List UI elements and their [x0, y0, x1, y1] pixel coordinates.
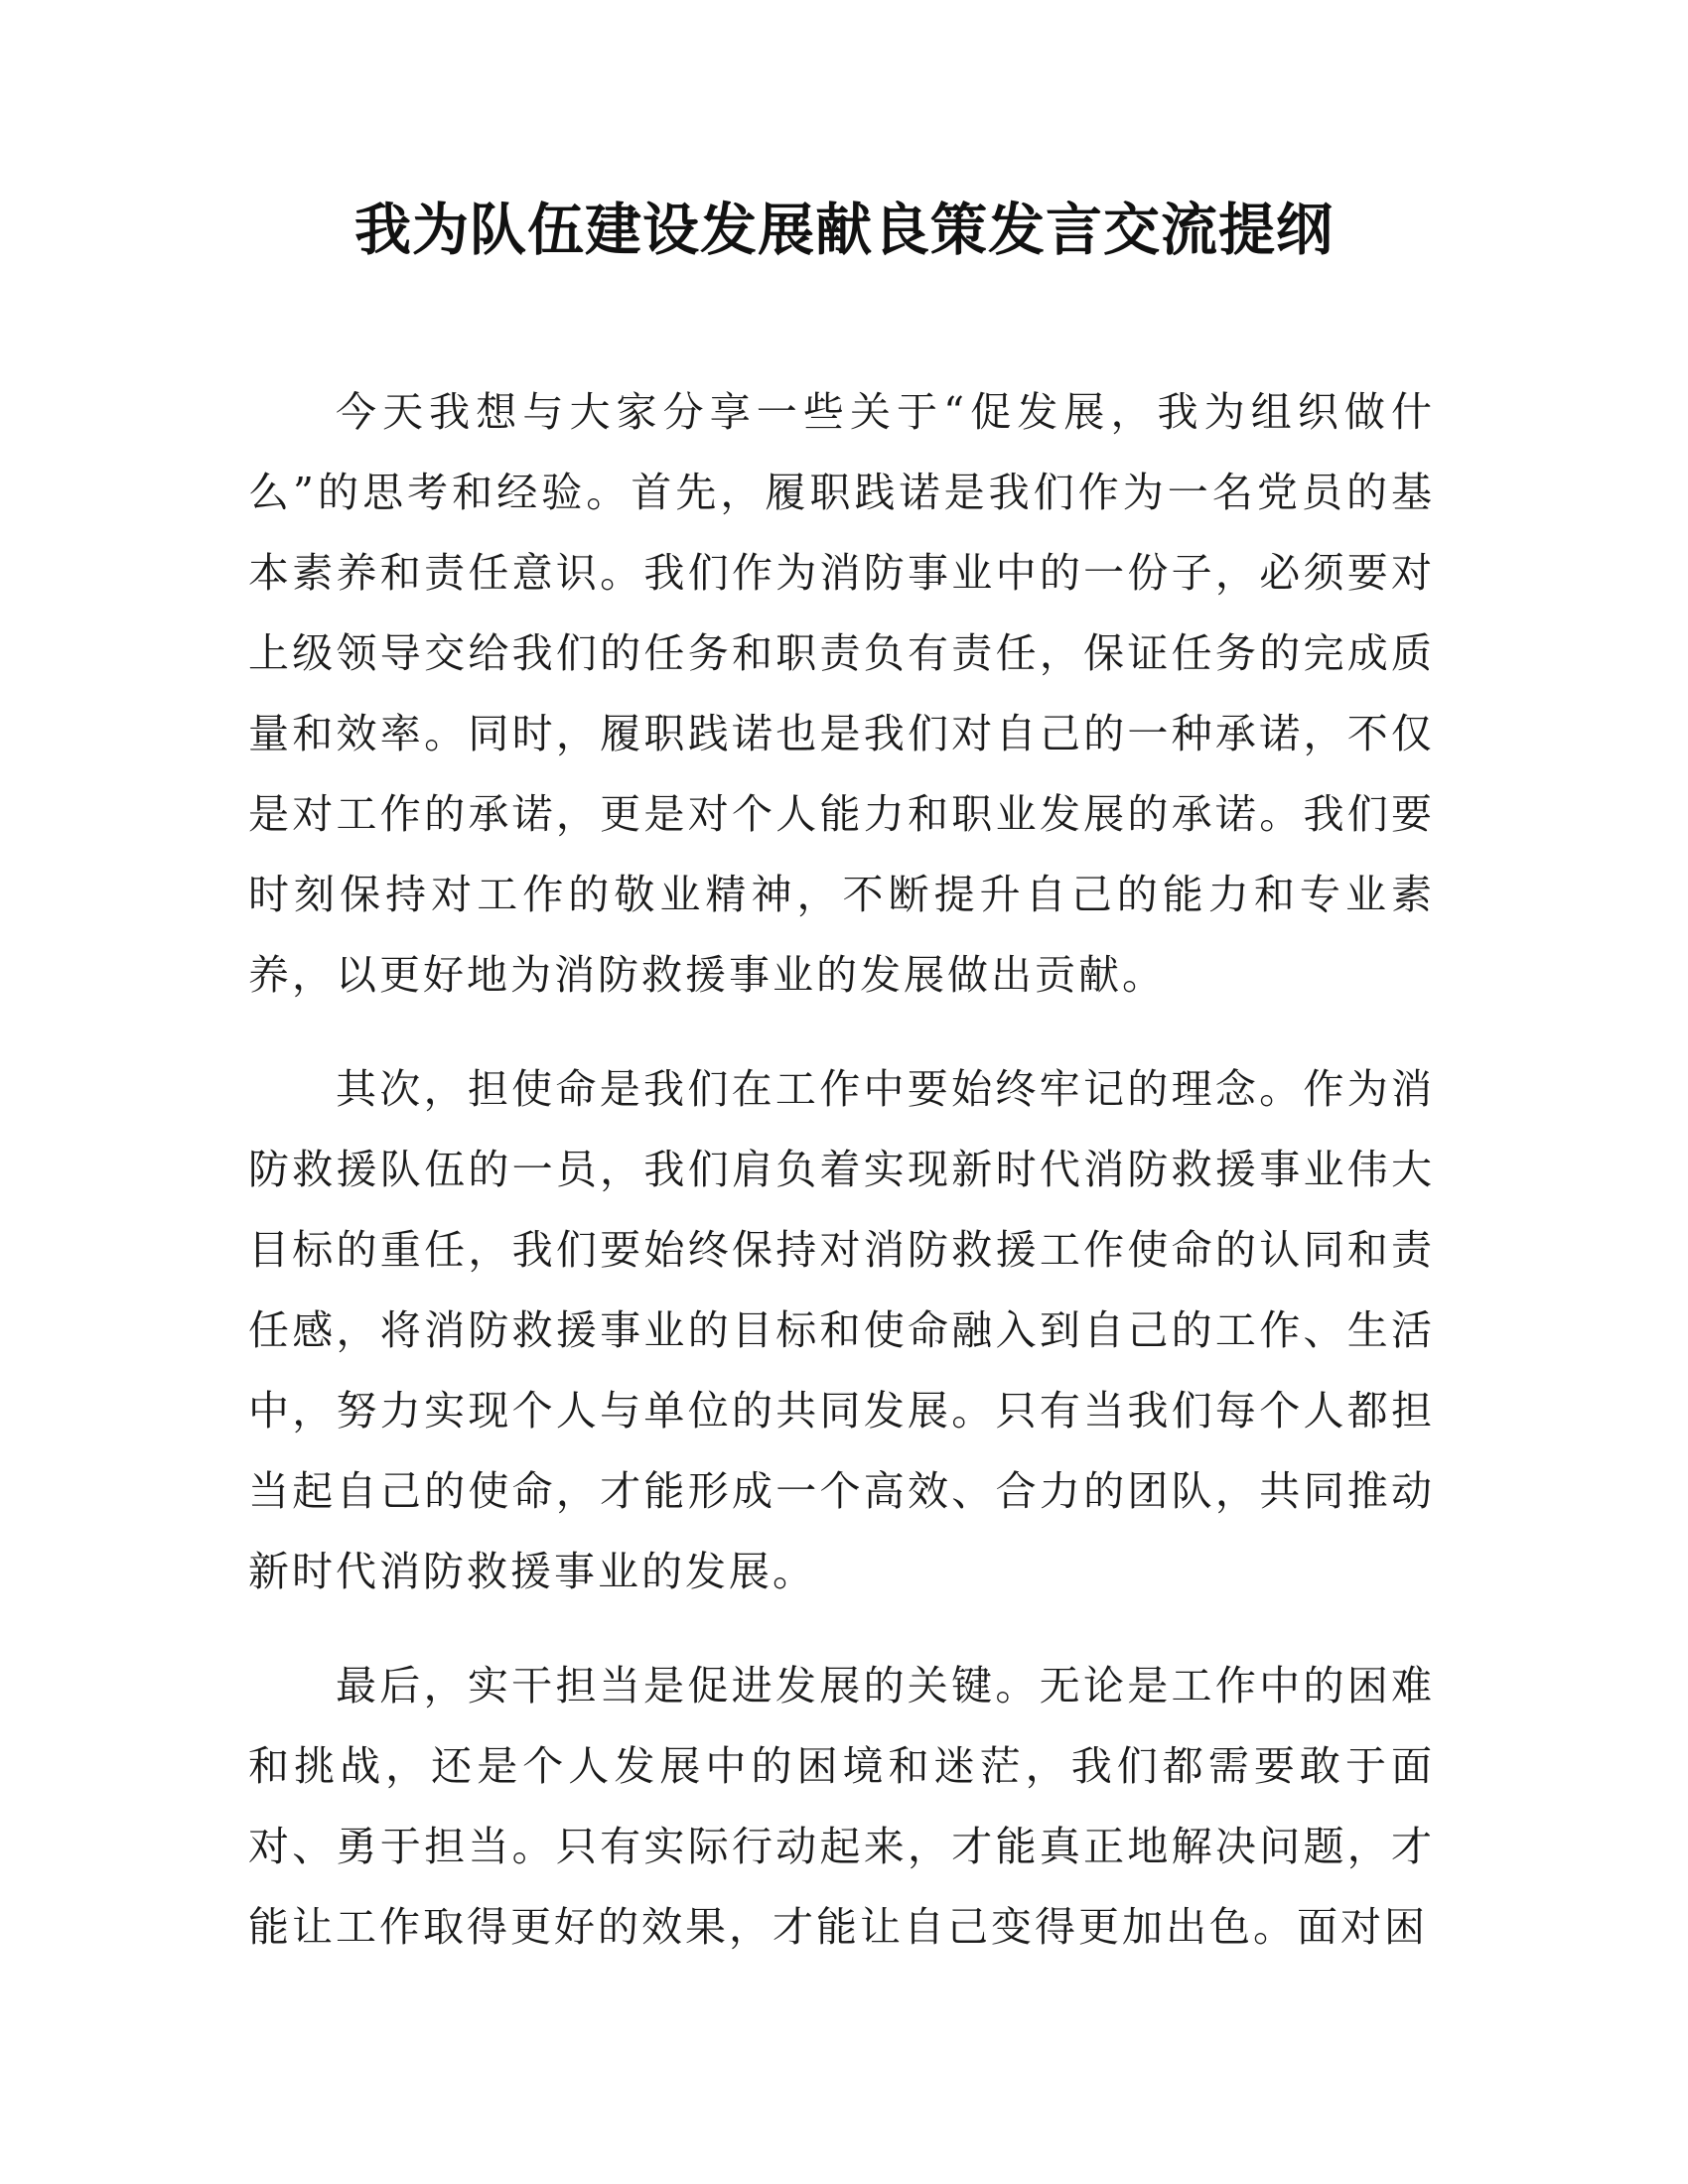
paragraph-3: 最后，实干担当是促进发展的关键。无论是工作中的困难和挑战，还是个人发展中的困境和迷茫，我们都需要敢于面对、勇于担当。只有实际行动起来，才能真正地解决问题，才能让工作取得更好的效果，才能让自己变得更加出色。面对困: [248, 1662, 1435, 1951]
paragraph-1: 今天我想与大家分享一些关于“促发展，我为组织做什么”的思考和经验。首先，履职践诺是我们作为一名党员的基本素养和责任意识。我们作为消防事业中的一份子，必须要对上级领导交给我们的任务和职责负有责任，保证任务的完成质量和效率。同时，履职践诺也是我们对自己的一种承诺，不仅是对工作的承诺，更是对个人能力和职业发展的承诺。我们要时刻保持对工作的敬业精神，不断提升自己的能力和专业素养，以更好地为消防救援事业的发展做出贡献。: [248, 388, 1435, 999]
paragraph-2: 其次，担使命是我们在工作中要始终牢记的理念。作为消防救援队伍的一员，我们肩负着实现新时代消防救援事业伟大目标的重任，我们要始终保持对消防救援工作使命的认同和责任感，将消防救援事业的目标和使命融入到自己的工作、生活中，努力实现个人与单位的共同发展。只有当我们每个人都担当起自己的使命，才能形成一个高效、合力的团队，共同推动新时代消防救援事业的发展。: [248, 1065, 1435, 1595]
document-title: 我为队伍建设发展献良策发言交流提纲: [354, 197, 1334, 263]
document-body: [248, 372, 1435, 2001]
